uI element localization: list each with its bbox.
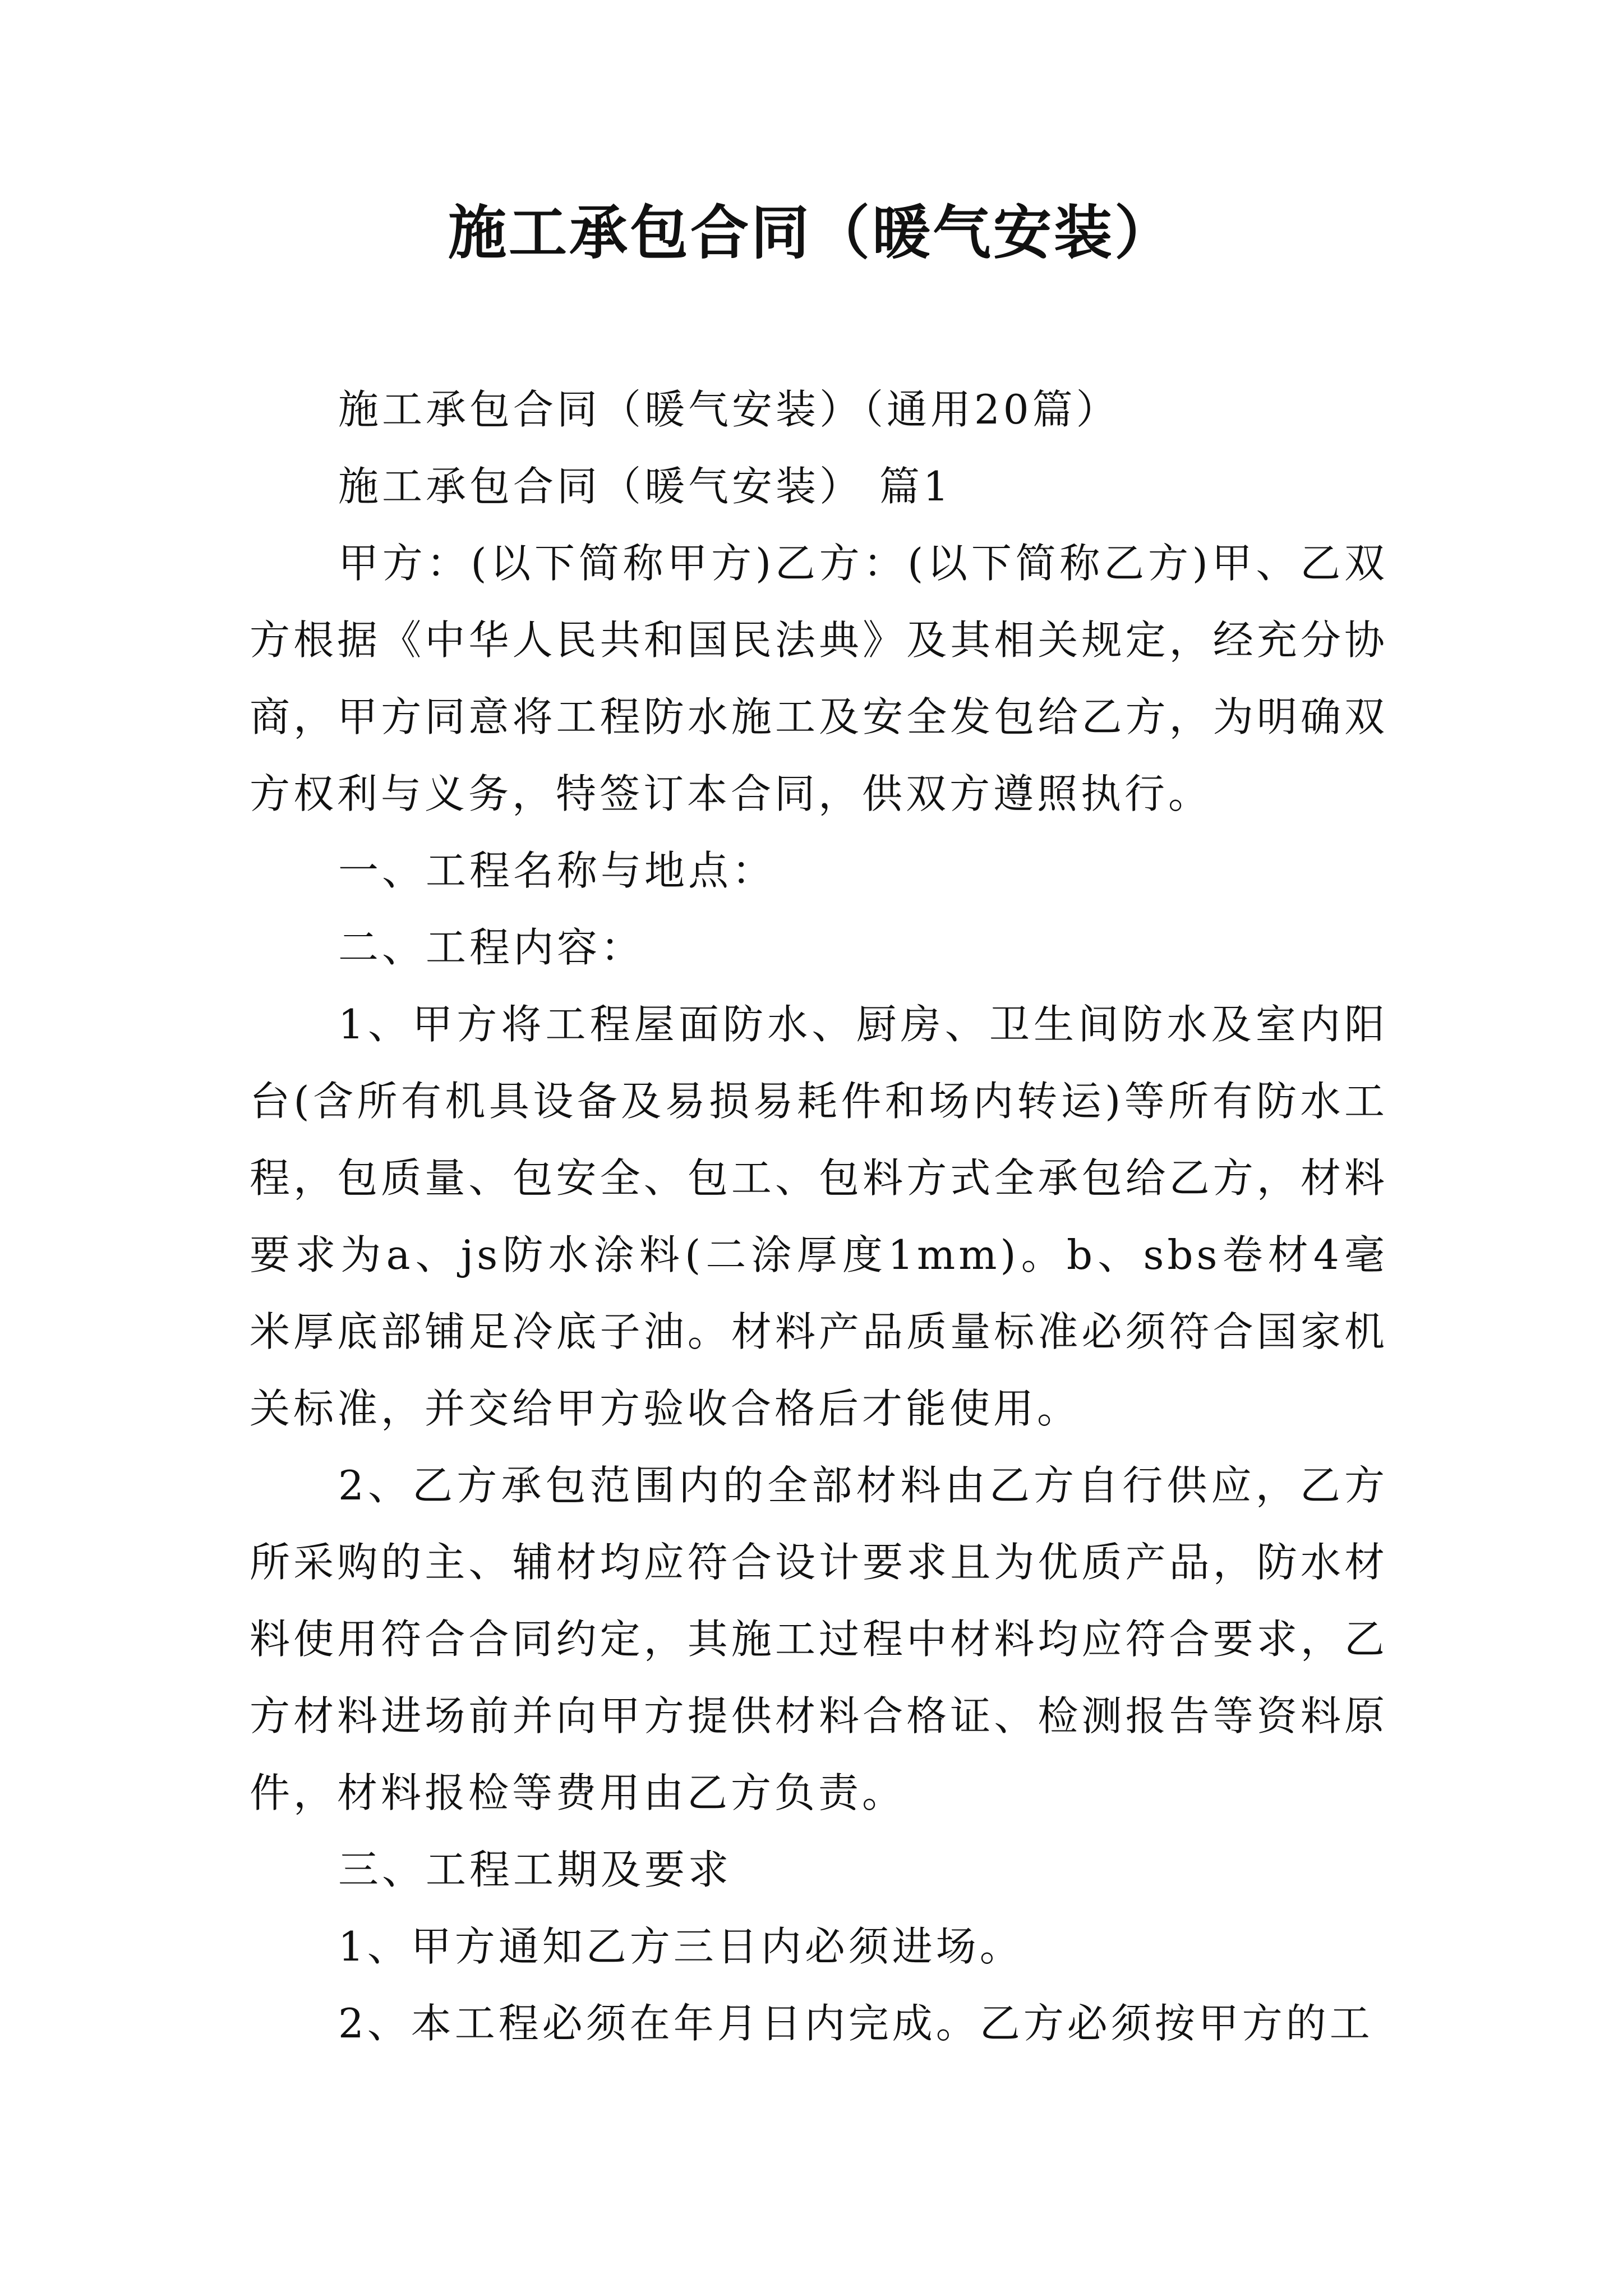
paragraph-item: 1、甲方将工程屋面防水、厨房、卫生间防水及室内阳台(含所有机具设备及易损易耗件和场内转运)等所有防水工程，包质量、包安全、包工、包料方式全承包给乙方，材料要求为a、js防水涂料(二涂厚度1mm)。b、sbs卷材4毫米厚底部铺足冷底子油。材料产品质量标准必须符合国家机关标准，并交给甲方验收合格后才能使用。 xyxy=(250,1001,1388,1432)
paragraph-heading-2: 二、工程内容： xyxy=(338,924,645,971)
paragraph-subtitle: 施工承包合同（暖气安装）（通用20篇） xyxy=(338,386,1120,433)
paragraph-heading-3: 三、工程工期及要求 xyxy=(338,1846,732,1893)
paragraph-item: 2、乙方承包范围内的全部材料由乙方自行供应，乙方所采购的主、辅材均应符合设计要求且为优质产品，防水材料使用符合合同约定，其施工过程中材料均应符合要求，乙方材料进场前并向甲方提供材料合格证、检测报告等资料原件，材料报检等费用由乙方负责。 xyxy=(250,1462,1388,1816)
paragraph-item: 2、本工程必须在年月日内完成。乙方必须按甲方的工 xyxy=(338,2000,1373,2047)
paragraph-parties: 甲方：(以下简称甲方)乙方：(以下简称乙方)甲、乙双方根据《中华人民共和国民法典》及其相关规定，经充分协商，甲方同意将工程防水施工及安全发包给乙方，为明确双方权利与义务，特签订本合同，供双方遵照执行。 xyxy=(250,540,1388,817)
paragraph-heading-1: 一、工程名称与地点： xyxy=(338,847,776,894)
document-body xyxy=(250,371,1388,2062)
paragraph-item: 1、甲方通知乙方三日内必须进场。 xyxy=(338,1923,1023,1970)
document-title: 施工承包合同（暖气安装） xyxy=(448,198,1175,267)
paragraph-section-heading: 施工承包合同（暖气安装） 篇1 xyxy=(338,463,952,510)
